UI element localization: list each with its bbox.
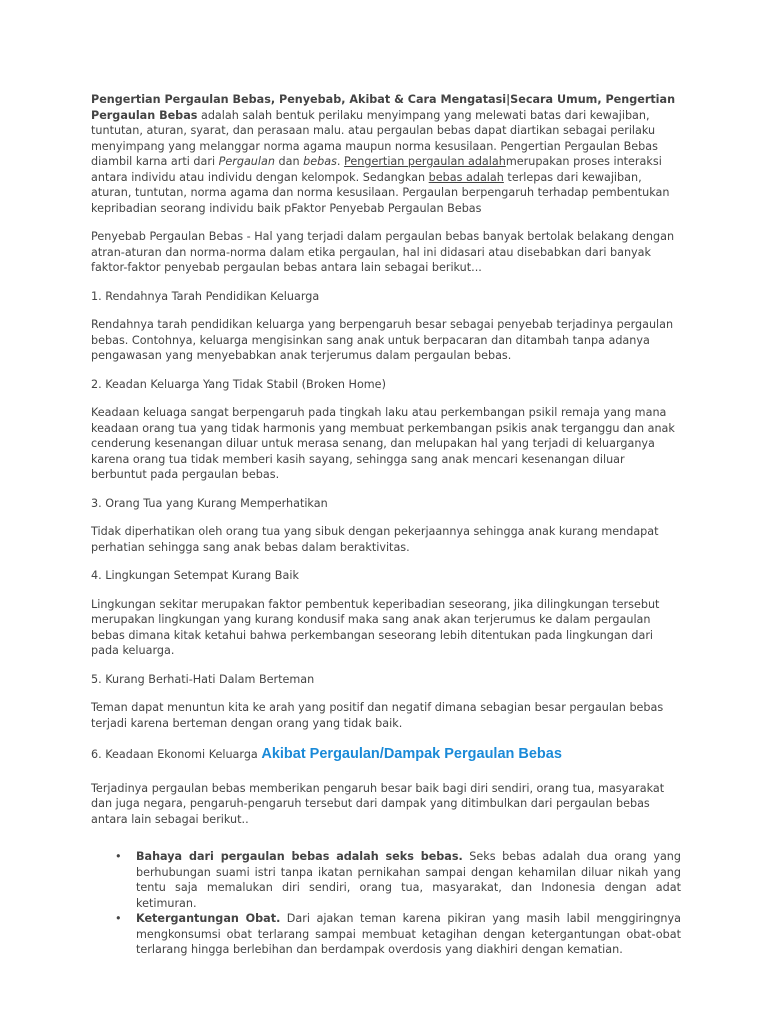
list-item-bold: Ketergantungan Obat. xyxy=(136,912,281,925)
intro-text-4: merupakan proses interaksi antara individu atau individu dengan kelompok. Sedangkan xyxy=(91,155,662,184)
intro-text-1: adalah salah bentuk perilaku menyimpang yang melewati batas dari kewajiban, tuntutan, aturan, syarat, dan perasaan malu. atau pergaulan bebas dapat diartikan sebagai perilaku menyimpang yang melanggar norma agama maupun norma kesusilaan. Pengertian Pergaulan Bebas diambil karna arti dari xyxy=(91,108,658,168)
section-heading: 1. Rendahnya Tarah Pendidikan Keluarga xyxy=(91,289,320,303)
effects-heading: Akibat Pergaulan/Dampak Pergaulan Bebas xyxy=(261,746,562,762)
list-item xyxy=(91,849,681,911)
link-bebas-adalah[interactable]: bebas adalah xyxy=(428,170,504,184)
section-body: Teman dapat menuntun kita ke arah yang positif dan negatif dimana sebagian besar pergaulan bebas terjadi karena berteman dengan orang yang tidak baik. xyxy=(91,701,664,730)
section-heading: 5. Kurang Berhati-Hati Dalam Berteman xyxy=(91,672,315,686)
link-pengertian-pergaulan[interactable]: Pengertian pergaulan adalah xyxy=(344,155,506,168)
section-heading: 2. Keadan Keluarga Yang Tidak Stabil (Broken Home) xyxy=(91,377,386,391)
section-6-line xyxy=(91,747,681,763)
section-body: Keadaan keluaga sangat berpengaruh pada tingkah laku atau perkembangan psikil remaja yang mana keadaan orang tua yang tidak harmonis yang membuat perkembangan psikis anak terganggu dan anak cenderung kesenangan diluar untuk merasa senang, dan melupakan hal yang terjadi di keluarganya karena orang tua tidak memberi kasih sayang, sehingga sang anak mencari kesenangan diluar berbuntut pada pergaulan bebas. xyxy=(91,406,675,481)
list-item-bold: Bahaya dari pergaulan bebas adalah seks bebas. xyxy=(136,850,463,863)
article-title: Pengertian Pergaulan Bebas, Penyebab, Akibat & Cara Mengatasi|Secara Umum, Pengertian Pergaulan Bebas xyxy=(91,93,676,122)
section-body: Tidak diperhatikan oleh orang tua yang sibuk dengan pekerjaannya sehingga anak kurang mendapat perhatian sehingga sang anak bebas dalam beraktivitas. xyxy=(91,525,659,554)
effects-list xyxy=(91,849,681,958)
intro-text-2: dan xyxy=(274,155,304,168)
effects-intro: Terjadinya pergaulan bebas memberikan pengaruh besar baik bagi diri sendiri, orang tua, masyarakat dan juga negara, pengaruh-pengaruh tersebut dari dampak yang ditimbulkan dari pergaulan bebas antara lain sebagai berikut.. xyxy=(91,781,665,826)
term-pergaulan: Pergaulan xyxy=(218,155,275,168)
article xyxy=(91,92,681,958)
term-bebas: bebas xyxy=(303,155,337,168)
list-item-text: Dari ajakan teman karena pikiran yang masih labil menggiringnya mengkonsumsi obat terlarang sampai membuat ketagihan dengan ketergantungan obat-obat terlarang hingga berlebihan dan berdampak overdosis yang diakhiri dengan kematian. xyxy=(136,912,681,956)
section-heading: 3. Orang Tua yang Kurang Memperhatikan xyxy=(91,496,328,510)
intro-paragraph xyxy=(91,92,681,216)
section-heading: 4. Lingkungan Setempat Kurang Baik xyxy=(91,569,299,582)
section-body: Lingkungan sekitar merupakan faktor pembentuk keperibadian seseorang, jika dilingkungan tersebut merupakan lingkungan yang kurang kondusif maka sang anak akan terjerumus ke dalam pergaulan bebas dimana kitak ketahui bahwa perkembangan seseorang lebih ditentukan pada lingkungan dari pada keluarga. xyxy=(91,597,660,657)
list-item xyxy=(91,911,681,958)
intro-text-3: . xyxy=(336,155,345,168)
list-item-text: Seks bebas adalah dua orang yang berhubungan suami istri tanpa ikatan pernikahan sampai dengan kehamilan diluar nikah yang tentu saja memalukan diri sendiri, orang tua, masyarakat, dan Indonesia dengan adat ketimuran. xyxy=(136,850,681,910)
intro-text-5: terlepas dari kewajiban, aturan, tuntutan, norma agama dan norma kesusilaan. Pergaulan berpengaruh terhadap pembentukan kepribadian seorang individu baik pFaktor Penyebab Pergaulan Bebas xyxy=(91,170,670,215)
section-6-label: 6. Keadaan Ekonomi Keluarga xyxy=(91,748,262,761)
causes-intro: Penyebab Pergaulan Bebas - Hal yang terjadi dalam pergaulan bebas banyak bertolak belakang dengan atran-aturan dan norma-norma dalam etika pergaulan, hal ini didasari atau disebabkan dari banyak faktor-faktor penyebab pergaulan bebas antara lain sebagai berikut... xyxy=(91,230,675,274)
section-body: Rendahnya tarah pendidikan keluarga yang berpengaruh besar sebagai penyebab terjadinya pergaulan bebas. Contohnya, keluarga mengisinkan sang anak untuk berpacaran dan ditambah tanpa adanya pengawasan yang menyebabkan anak terjerumus dalam pergaulan bebas. xyxy=(91,318,674,362)
bullet-icon: • xyxy=(115,912,122,925)
bullet-icon: • xyxy=(115,850,122,863)
